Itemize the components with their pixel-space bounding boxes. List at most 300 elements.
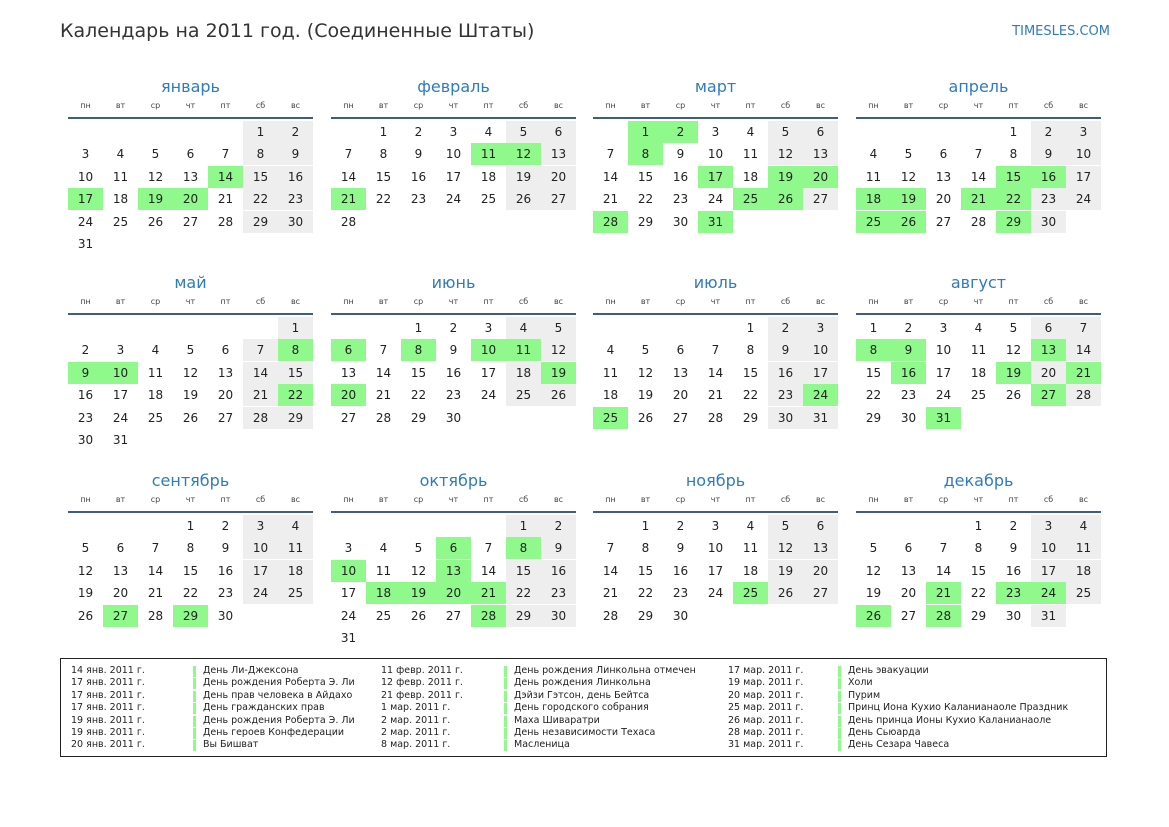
day-cell: 12 bbox=[768, 143, 803, 165]
legend-holiday-name: День независимости Техаса bbox=[514, 727, 656, 738]
day-cell: 4 bbox=[746, 519, 755, 533]
weekday-label: вс bbox=[553, 495, 564, 504]
legend-entry bbox=[381, 715, 721, 727]
holiday-cell: 25 bbox=[733, 582, 768, 604]
holiday-cell: 8 bbox=[401, 339, 436, 361]
weekday-label: сб bbox=[780, 101, 791, 110]
legend-marker bbox=[193, 678, 196, 689]
legend-date: 17 янв. 2011 г. bbox=[71, 689, 145, 701]
weekday-label: пн bbox=[343, 495, 354, 504]
page-title: Календарь на 2011 год. (Соединенные Штаты) bbox=[60, 20, 535, 42]
day-cell: 17 bbox=[243, 560, 278, 582]
day-cell: 21 bbox=[217, 192, 234, 207]
day-cell: 9 bbox=[541, 537, 576, 559]
day-cell: 29 bbox=[865, 410, 882, 425]
day-cell: 18 bbox=[742, 169, 759, 184]
day-cell: 23 bbox=[445, 388, 462, 403]
holiday-cell: 21 bbox=[926, 582, 961, 604]
day-cell: 17 bbox=[803, 362, 838, 384]
holiday-cell: 24 bbox=[1031, 582, 1066, 604]
day-cell: 22 bbox=[243, 188, 278, 210]
holiday-cell: 10 bbox=[103, 362, 138, 384]
day-cell: 14 bbox=[1066, 339, 1101, 361]
day-cell: 16 bbox=[672, 169, 689, 184]
legend-date: 12 февр. 2011 г. bbox=[381, 677, 463, 689]
legend-date: 19 янв. 2011 г. bbox=[71, 714, 145, 726]
legend-entry bbox=[381, 677, 721, 689]
day-cell: 28 bbox=[1066, 384, 1101, 406]
day-cell: 20 bbox=[1031, 362, 1066, 384]
day-cell: 25 bbox=[147, 410, 164, 425]
weekday-label: пт bbox=[745, 297, 756, 306]
day-cell: 10 bbox=[803, 339, 838, 361]
day-cell: 2 bbox=[221, 519, 230, 533]
day-cell: 12 bbox=[182, 365, 199, 380]
legend-entry bbox=[728, 702, 1068, 714]
holiday-cell: 20 bbox=[173, 188, 208, 210]
day-cell: 6 bbox=[1031, 317, 1066, 339]
day-cell: 21 bbox=[707, 388, 724, 403]
day-cell: 9 bbox=[414, 147, 423, 162]
day-cell: 1 bbox=[414, 321, 423, 335]
holiday-cell: 19 bbox=[401, 582, 436, 604]
day-cell: 3 bbox=[1031, 515, 1066, 537]
day-cell: 27 bbox=[541, 188, 576, 210]
weekday-label: вт bbox=[640, 101, 651, 110]
month-name: май bbox=[174, 273, 207, 292]
holiday-cell: 26 bbox=[856, 605, 891, 627]
weekday-label: пн bbox=[605, 101, 616, 110]
legend-date: 1 мар. 2011 г. bbox=[381, 702, 451, 714]
day-cell: 25 bbox=[278, 582, 313, 604]
day-cell: 13 bbox=[900, 563, 917, 578]
legend-entry bbox=[71, 677, 411, 689]
weekday-label: сб bbox=[780, 495, 791, 504]
day-cell: 9 bbox=[768, 339, 803, 361]
day-cell: 10 bbox=[243, 537, 278, 559]
month-divider bbox=[856, 511, 1101, 513]
day-cell: 1 bbox=[278, 317, 313, 339]
day-cell: 15 bbox=[375, 169, 392, 184]
legend-holiday-name: Вы Бишват bbox=[203, 739, 259, 751]
day-cell: 14 bbox=[935, 563, 952, 578]
day-cell: 17 bbox=[707, 563, 724, 578]
day-cell: 20 bbox=[112, 586, 129, 601]
holiday-cell: 19 bbox=[768, 166, 803, 188]
day-cell: 9 bbox=[221, 541, 230, 556]
day-cell: 22 bbox=[410, 388, 427, 403]
legend-holiday-name: День рождения Линкольна отмечен bbox=[514, 665, 696, 676]
holiday-cell: 21 bbox=[1066, 362, 1101, 384]
legend-entry bbox=[71, 727, 411, 739]
weekday-label: чт bbox=[710, 101, 721, 110]
holiday-cell: 1 bbox=[628, 121, 663, 143]
holiday-cell: 25 bbox=[733, 188, 768, 210]
day-cell: 13 bbox=[541, 143, 576, 165]
day-cell: 29 bbox=[243, 211, 278, 233]
legend-date: 28 мар. 2011 г. bbox=[728, 727, 804, 738]
day-cell: 23 bbox=[672, 192, 689, 207]
day-cell: 3 bbox=[344, 541, 353, 556]
day-cell: 27 bbox=[803, 188, 838, 210]
holiday-cell: 27 bbox=[103, 605, 138, 627]
day-cell: 7 bbox=[711, 343, 720, 358]
holiday-cell: 11 bbox=[506, 339, 541, 361]
day-cell: 17 bbox=[480, 365, 497, 380]
month-name: апрель bbox=[948, 77, 1009, 96]
day-cell: 12 bbox=[865, 563, 882, 578]
day-cell: 24 bbox=[112, 410, 129, 425]
legend-entry bbox=[728, 727, 1068, 739]
day-cell: 6 bbox=[116, 541, 125, 556]
day-cell: 14 bbox=[243, 362, 278, 384]
legend-holiday-name: День Ли-Джексона bbox=[203, 665, 299, 676]
month-divider bbox=[593, 511, 838, 513]
day-cell: 24 bbox=[445, 192, 462, 207]
day-cell: 30 bbox=[900, 410, 917, 425]
legend-entry bbox=[728, 665, 1068, 677]
day-cell: 22 bbox=[506, 582, 541, 604]
weekday-label: ср bbox=[413, 297, 424, 306]
weekday-label: вт bbox=[115, 495, 126, 504]
day-cell: 28 bbox=[243, 407, 278, 429]
day-cell: 5 bbox=[186, 343, 195, 358]
legend-holiday-name: Пурим bbox=[848, 689, 881, 701]
weekday-label: чт bbox=[973, 297, 984, 306]
legend-entry bbox=[728, 677, 1068, 689]
day-cell: 9 bbox=[1031, 143, 1066, 165]
day-cell: 6 bbox=[541, 121, 576, 143]
day-cell: 4 bbox=[484, 125, 493, 139]
day-cell: 5 bbox=[768, 515, 803, 537]
day-cell: 11 bbox=[742, 147, 759, 162]
day-cell: 7 bbox=[379, 343, 388, 358]
day-cell: 2 bbox=[414, 125, 423, 139]
day-cell: 19 bbox=[506, 166, 541, 188]
holiday-cell: 27 bbox=[1031, 384, 1066, 406]
day-cell: 8 bbox=[186, 541, 195, 556]
day-cell: 17 bbox=[1031, 560, 1066, 582]
weekday-label: вт bbox=[115, 297, 126, 306]
day-cell: 24 bbox=[935, 388, 952, 403]
day-cell: 7 bbox=[151, 541, 160, 556]
weekday-label: пн bbox=[343, 101, 354, 110]
day-cell: 13 bbox=[672, 365, 689, 380]
legend-marker bbox=[504, 691, 507, 702]
day-cell: 11 bbox=[970, 343, 987, 358]
weekday-label: чт bbox=[448, 297, 459, 306]
day-cell: 23 bbox=[410, 192, 427, 207]
weekday-label: вт bbox=[640, 495, 651, 504]
day-cell: 5 bbox=[81, 541, 90, 556]
day-cell: 22 bbox=[865, 388, 882, 403]
day-cell: 11 bbox=[278, 537, 313, 559]
legend-holiday-name: Холи bbox=[848, 677, 873, 689]
day-cell: 9 bbox=[1009, 541, 1018, 556]
day-cell: 23 bbox=[768, 384, 803, 406]
day-cell: 30 bbox=[1005, 608, 1022, 623]
day-cell: 8 bbox=[243, 143, 278, 165]
day-cell: 28 bbox=[707, 410, 724, 425]
day-cell: 14 bbox=[375, 365, 392, 380]
day-cell: 24 bbox=[243, 582, 278, 604]
day-cell: 17 bbox=[112, 388, 129, 403]
day-cell: 8 bbox=[974, 541, 983, 556]
day-cell: 6 bbox=[904, 541, 913, 556]
legend-entry bbox=[71, 665, 411, 677]
legend-date: 2 мар. 2011 г. bbox=[381, 727, 451, 738]
legend-marker bbox=[838, 678, 841, 689]
holiday-cell: 13 bbox=[436, 560, 471, 582]
day-cell: 23 bbox=[217, 586, 234, 601]
day-cell: 14 bbox=[602, 563, 619, 578]
day-cell: 27 bbox=[900, 608, 917, 623]
weekday-label: вт bbox=[378, 495, 389, 504]
day-cell: 20 bbox=[935, 192, 952, 207]
weekday-label: пн bbox=[868, 297, 879, 306]
day-cell: 15 bbox=[637, 169, 654, 184]
holiday-cell: 2 bbox=[663, 121, 698, 143]
day-cell: 28 bbox=[340, 214, 357, 229]
weekday-label: вс bbox=[1078, 101, 1089, 110]
day-cell: 23 bbox=[900, 388, 917, 403]
day-cell: 21 bbox=[243, 384, 278, 406]
weekday-label: вс bbox=[1078, 495, 1089, 504]
legend-holiday-name: День Сезара Чавеса bbox=[848, 739, 950, 751]
holiday-cell: 12 bbox=[506, 143, 541, 165]
day-cell: 20 bbox=[900, 586, 917, 601]
day-cell: 26 bbox=[637, 410, 654, 425]
day-cell: 3 bbox=[939, 321, 948, 335]
day-cell: 16 bbox=[541, 560, 576, 582]
day-cell: 19 bbox=[768, 560, 803, 582]
day-cell: 13 bbox=[217, 365, 234, 380]
legend-holiday-name: День Сьюарда bbox=[848, 727, 921, 738]
legend-holiday-name: Маха Шиваратри bbox=[514, 714, 600, 726]
day-cell: 26 bbox=[182, 410, 199, 425]
day-cell: 18 bbox=[480, 169, 497, 184]
day-cell: 6 bbox=[803, 515, 838, 537]
legend-date: 21 февр. 2011 г. bbox=[381, 689, 463, 701]
weekday-label: чт bbox=[710, 297, 721, 306]
holiday-cell: 6 bbox=[436, 537, 471, 559]
day-cell: 2 bbox=[278, 121, 313, 143]
legend-entry bbox=[381, 702, 721, 714]
day-cell: 19 bbox=[182, 388, 199, 403]
weekday-label: сб bbox=[780, 297, 791, 306]
legend-entry bbox=[381, 727, 721, 739]
day-cell: 4 bbox=[151, 343, 160, 358]
day-cell: 12 bbox=[1005, 343, 1022, 358]
day-cell: 10 bbox=[77, 169, 94, 184]
day-cell: 18 bbox=[147, 388, 164, 403]
holiday-cell: 26 bbox=[768, 188, 803, 210]
weekday-label: пт bbox=[483, 495, 494, 504]
day-cell: 20 bbox=[541, 166, 576, 188]
holiday-cell: 25 bbox=[856, 211, 891, 233]
day-cell: 4 bbox=[746, 125, 755, 139]
holiday-cell: 17 bbox=[698, 166, 733, 188]
weekday-label: пт bbox=[1008, 297, 1019, 306]
holiday-cell: 9 bbox=[891, 339, 926, 361]
weekday-label: сб bbox=[1043, 297, 1054, 306]
day-cell: 16 bbox=[1005, 563, 1022, 578]
day-cell: 28 bbox=[147, 608, 164, 623]
holiday-cell: 22 bbox=[278, 384, 313, 406]
day-cell: 24 bbox=[340, 608, 357, 623]
day-cell: 13 bbox=[803, 537, 838, 559]
weekday-label: чт bbox=[710, 495, 721, 504]
day-cell: 3 bbox=[1066, 121, 1101, 143]
weekday-label: сб bbox=[1043, 101, 1054, 110]
day-cell: 1 bbox=[1009, 125, 1018, 139]
holiday-cell: 16 bbox=[1031, 166, 1066, 188]
brand-logo[interactable]: TIMESLES.COM bbox=[1012, 24, 1110, 39]
day-cell: 30 bbox=[445, 410, 462, 425]
day-cell: 26 bbox=[147, 214, 164, 229]
day-cell: 30 bbox=[541, 605, 576, 627]
day-cell: 15 bbox=[742, 365, 759, 380]
day-cell: 23 bbox=[77, 410, 94, 425]
day-cell: 1 bbox=[869, 321, 878, 335]
day-cell: 3 bbox=[711, 519, 720, 533]
day-cell: 5 bbox=[1009, 321, 1018, 335]
day-cell: 7 bbox=[1066, 317, 1101, 339]
holiday-cell: 29 bbox=[173, 605, 208, 627]
day-cell: 16 bbox=[77, 388, 94, 403]
day-cell: 20 bbox=[217, 388, 234, 403]
legend-marker bbox=[193, 691, 196, 702]
day-cell: 18 bbox=[970, 365, 987, 380]
day-cell: 24 bbox=[77, 214, 94, 229]
weekday-label: чт bbox=[973, 101, 984, 110]
day-cell: 30 bbox=[77, 433, 94, 447]
day-cell: 25 bbox=[970, 388, 987, 403]
holiday-cell: 23 bbox=[996, 582, 1031, 604]
legend-holiday-name: День героев Конфедерации bbox=[203, 727, 345, 738]
weekday-label: чт bbox=[185, 495, 196, 504]
day-cell: 4 bbox=[278, 515, 313, 537]
day-cell: 24 bbox=[1066, 188, 1101, 210]
day-cell: 2 bbox=[768, 317, 803, 339]
month-divider bbox=[331, 511, 576, 513]
day-cell: 27 bbox=[445, 608, 462, 623]
weekday-label: пт bbox=[483, 101, 494, 110]
day-cell: 25 bbox=[506, 384, 541, 406]
day-cell: 29 bbox=[637, 214, 654, 229]
weekday-label: сб bbox=[255, 495, 266, 504]
weekday-label: вс bbox=[290, 495, 301, 504]
legend-marker bbox=[504, 716, 507, 727]
weekday-label: ср bbox=[413, 101, 424, 110]
day-cell: 31 bbox=[112, 433, 129, 447]
day-cell: 14 bbox=[707, 365, 724, 380]
holiday-cell: 25 bbox=[593, 407, 628, 429]
day-cell: 29 bbox=[506, 605, 541, 627]
holiday-cell: 31 bbox=[698, 211, 733, 233]
legend-marker bbox=[838, 666, 841, 677]
day-cell: 5 bbox=[768, 121, 803, 143]
day-cell: 28 bbox=[970, 214, 987, 229]
weekday-label: вс bbox=[290, 297, 301, 306]
day-cell: 16 bbox=[445, 365, 462, 380]
legend-date: 25 мар. 2011 г. bbox=[728, 702, 804, 714]
day-cell: 20 bbox=[803, 560, 838, 582]
day-cell: 14 bbox=[602, 169, 619, 184]
day-cell: 27 bbox=[803, 582, 838, 604]
weekday-label: вс bbox=[815, 297, 826, 306]
day-cell: 7 bbox=[974, 147, 983, 162]
holiday-cell: 19 bbox=[996, 362, 1031, 384]
day-cell: 11 bbox=[602, 365, 619, 380]
legend-marker bbox=[504, 728, 507, 739]
day-cell: 2 bbox=[541, 515, 576, 537]
day-cell: 28 bbox=[602, 608, 619, 623]
legend-marker bbox=[838, 740, 841, 751]
day-cell: 3 bbox=[449, 125, 458, 139]
holiday-cell: 28 bbox=[926, 605, 961, 627]
day-cell: 29 bbox=[278, 407, 313, 429]
weekday-label: вт bbox=[903, 495, 914, 504]
legend-date: 26 мар. 2011 г. bbox=[728, 714, 804, 726]
month-name: июнь bbox=[431, 273, 476, 292]
weekday-label: сб bbox=[518, 101, 529, 110]
day-cell: 15 bbox=[243, 166, 278, 188]
weekday-label: чт bbox=[185, 101, 196, 110]
day-cell: 9 bbox=[449, 343, 458, 358]
weekday-label: сб bbox=[518, 297, 529, 306]
day-cell: 26 bbox=[410, 608, 427, 623]
holiday-cell: 18 bbox=[856, 188, 891, 210]
day-cell: 30 bbox=[672, 214, 689, 229]
day-cell: 16 bbox=[217, 563, 234, 578]
month-divider bbox=[331, 117, 576, 119]
day-cell: 15 bbox=[410, 365, 427, 380]
day-cell: 24 bbox=[707, 586, 724, 601]
weekday-label: чт bbox=[973, 495, 984, 504]
weekday-label: вт bbox=[903, 101, 914, 110]
weekday-label: пн bbox=[80, 297, 91, 306]
day-cell: 26 bbox=[1005, 388, 1022, 403]
day-cell: 25 bbox=[375, 608, 392, 623]
day-cell: 21 bbox=[602, 586, 619, 601]
holiday-cell: 21 bbox=[471, 582, 506, 604]
day-cell: 4 bbox=[506, 317, 541, 339]
weekday-label: ср bbox=[938, 495, 949, 504]
day-cell: 27 bbox=[935, 214, 952, 229]
day-cell: 27 bbox=[217, 410, 234, 425]
day-cell: 16 bbox=[410, 169, 427, 184]
day-cell: 24 bbox=[480, 388, 497, 403]
legend-date: 20 янв. 2011 г. bbox=[71, 739, 145, 751]
weekday-label: ср bbox=[413, 495, 424, 504]
day-cell: 27 bbox=[340, 410, 357, 425]
legend-holiday-name: День прав человека в Айдахо bbox=[203, 689, 353, 701]
legend-date: 19 янв. 2011 г. bbox=[71, 727, 145, 738]
day-cell: 22 bbox=[742, 388, 759, 403]
day-cell: 28 bbox=[217, 214, 234, 229]
month-name: март bbox=[694, 77, 737, 96]
legend-date: 31 мар. 2011 г. bbox=[728, 739, 804, 751]
day-cell: 18 bbox=[742, 563, 759, 578]
day-cell: 27 bbox=[672, 410, 689, 425]
day-cell: 11 bbox=[147, 365, 164, 380]
legend-marker bbox=[504, 703, 507, 714]
weekday-label: вс bbox=[290, 101, 301, 110]
day-cell: 3 bbox=[803, 317, 838, 339]
day-cell: 29 bbox=[637, 608, 654, 623]
weekday-label: пн bbox=[868, 495, 879, 504]
